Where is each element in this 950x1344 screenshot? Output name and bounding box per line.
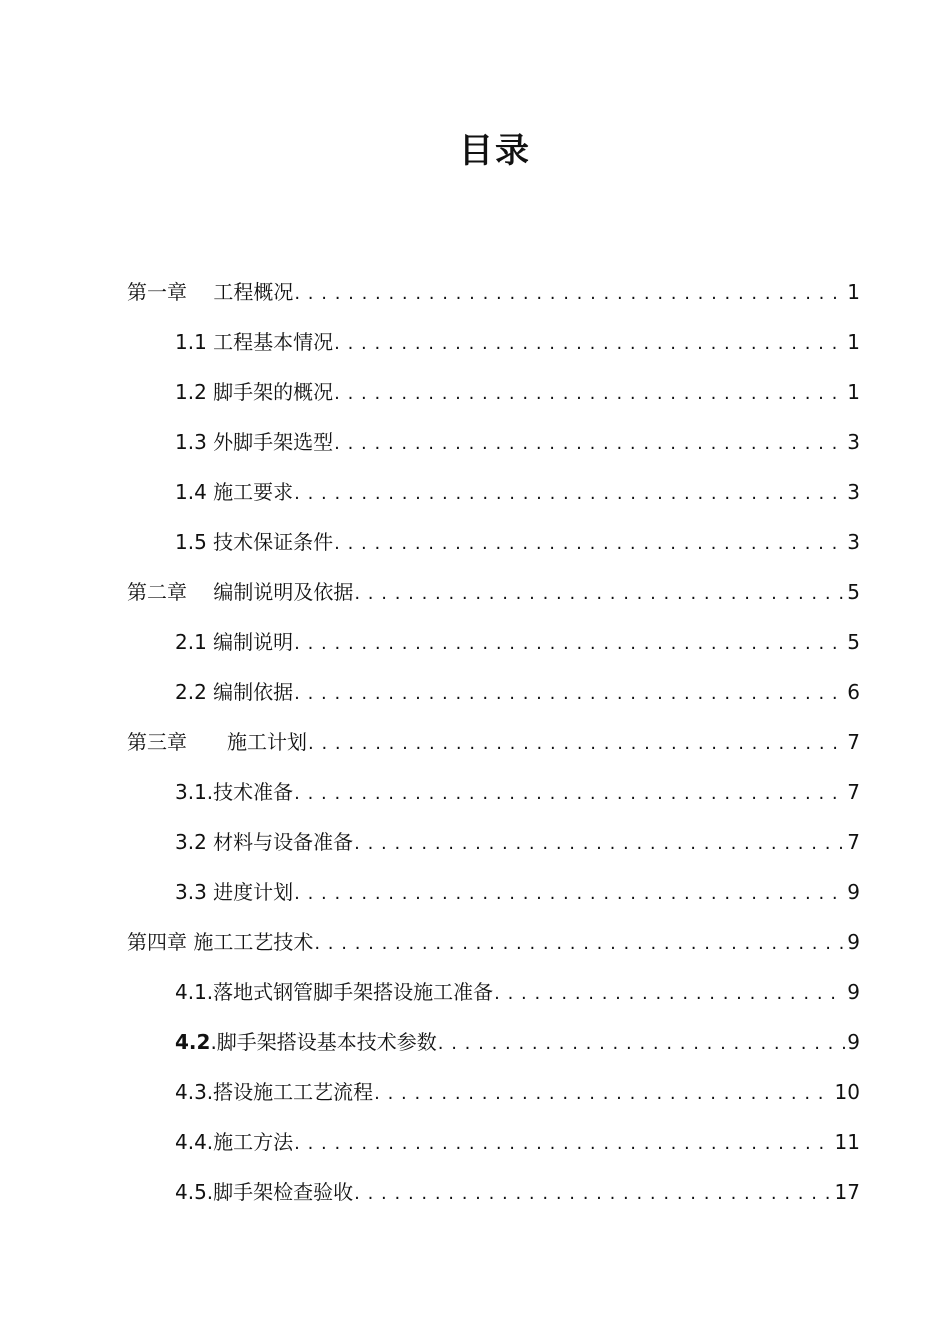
toc-entry-text: 2.2 编制依据 <box>175 680 294 704</box>
toc-entry-text: 3.1.技术准备 <box>175 780 294 804</box>
toc-entry-text: 1.2 脚手架的概况 <box>175 380 334 404</box>
toc-chapter-entry[interactable] <box>127 570 860 620</box>
dot-leader <box>294 620 845 666</box>
table-of-contents <box>127 270 860 1220</box>
toc-page-number: 10 <box>834 1080 860 1104</box>
toc-entry-text: 第三章 施工计划 <box>127 730 307 754</box>
toc-entry-label: .脚手架搭设基本技术参数 <box>210 1030 437 1054</box>
toc-page-number: 5 <box>847 630 860 654</box>
dot-leader <box>334 370 845 416</box>
toc-page-number: 11 <box>834 1130 860 1154</box>
dot-leader <box>334 520 845 566</box>
toc-page-number: 17 <box>834 1180 860 1204</box>
toc-entry-text: 4.4.施工方法 <box>175 1130 294 1154</box>
toc-section-entry[interactable] <box>127 870 860 920</box>
toc-section-entry[interactable] <box>127 1170 860 1220</box>
toc-section-entry[interactable] <box>127 1020 860 1070</box>
toc-entry-text <box>175 1020 437 1064</box>
dot-leader <box>294 670 845 716</box>
toc-entry-text: 3.2 材料与设备准备 <box>175 830 354 854</box>
toc-page-number: 6 <box>847 680 860 704</box>
toc-page-number: 7 <box>847 830 860 854</box>
toc-section-entry[interactable] <box>127 320 860 370</box>
dot-leader <box>354 570 845 616</box>
dot-leader <box>438 1020 845 1066</box>
toc-page-number: 3 <box>847 480 860 504</box>
toc-entry-text: 1.5 技术保证条件 <box>175 530 334 554</box>
toc-section-entry[interactable] <box>127 1070 860 1120</box>
toc-page-number: 9 <box>847 930 860 954</box>
toc-section-entry[interactable] <box>127 420 860 470</box>
dot-leader <box>334 420 845 466</box>
toc-page-number: 9 <box>847 980 860 1004</box>
toc-section-entry[interactable] <box>127 370 860 420</box>
toc-entry-text: 1.4 施工要求 <box>175 480 294 504</box>
toc-entry-text: 2.1 编制说明 <box>175 630 294 654</box>
toc-chapter-entry[interactable] <box>127 920 860 970</box>
dot-leader <box>494 970 845 1016</box>
toc-section-entry[interactable] <box>127 670 860 720</box>
dot-leader <box>294 770 845 816</box>
dot-leader <box>374 1070 832 1116</box>
toc-title: 目录 <box>459 131 531 171</box>
toc-page-number: 1 <box>847 380 860 404</box>
toc-chapter-entry[interactable] <box>127 720 860 770</box>
dot-leader <box>308 720 845 766</box>
toc-chapter-entry[interactable] <box>127 270 860 320</box>
toc-entry-text: 1.1 工程基本情况 <box>175 330 334 354</box>
toc-page-number: 7 <box>847 780 860 804</box>
dot-leader <box>294 270 845 316</box>
toc-section-entry[interactable] <box>127 1120 860 1170</box>
dot-leader <box>294 470 845 516</box>
toc-entry-text: 第二章 编制说明及依据 <box>127 580 354 604</box>
toc-entry-number: 4.2 <box>175 1030 211 1054</box>
toc-section-entry[interactable] <box>127 620 860 670</box>
toc-entry-text: 1.3 外脚手架选型 <box>175 430 334 454</box>
toc-entry-text: 4.5.脚手架检查验收 <box>175 1180 354 1204</box>
toc-page-number: 9 <box>847 880 860 904</box>
toc-page-number: 3 <box>847 530 860 554</box>
toc-entry-text: 4.1.落地式钢管脚手架搭设施工准备 <box>175 980 494 1004</box>
dot-leader <box>294 1120 832 1166</box>
toc-section-entry[interactable] <box>127 520 860 570</box>
toc-page-number: 9 <box>847 1030 860 1054</box>
toc-page-number: 1 <box>847 280 860 304</box>
toc-section-entry[interactable] <box>127 820 860 870</box>
toc-page-number: 5 <box>847 580 860 604</box>
toc-page-number: 3 <box>847 430 860 454</box>
toc-page-number: 1 <box>847 330 860 354</box>
toc-entry-text: 4.3.搭设施工工艺流程 <box>175 1080 374 1104</box>
dot-leader <box>334 320 845 366</box>
toc-page-number: 7 <box>847 730 860 754</box>
toc-entry-text: 3.3 进度计划 <box>175 880 294 904</box>
dot-leader <box>354 1170 832 1216</box>
dot-leader <box>314 920 845 966</box>
toc-section-entry[interactable] <box>127 970 860 1020</box>
toc-section-entry[interactable] <box>127 770 860 820</box>
toc-section-entry[interactable] <box>127 470 860 520</box>
dot-leader <box>294 870 845 916</box>
toc-entry-text: 第一章 工程概况 <box>127 280 294 304</box>
dot-leader <box>354 820 845 866</box>
toc-entry-text: 第四章 施工工艺技术 <box>127 930 314 954</box>
